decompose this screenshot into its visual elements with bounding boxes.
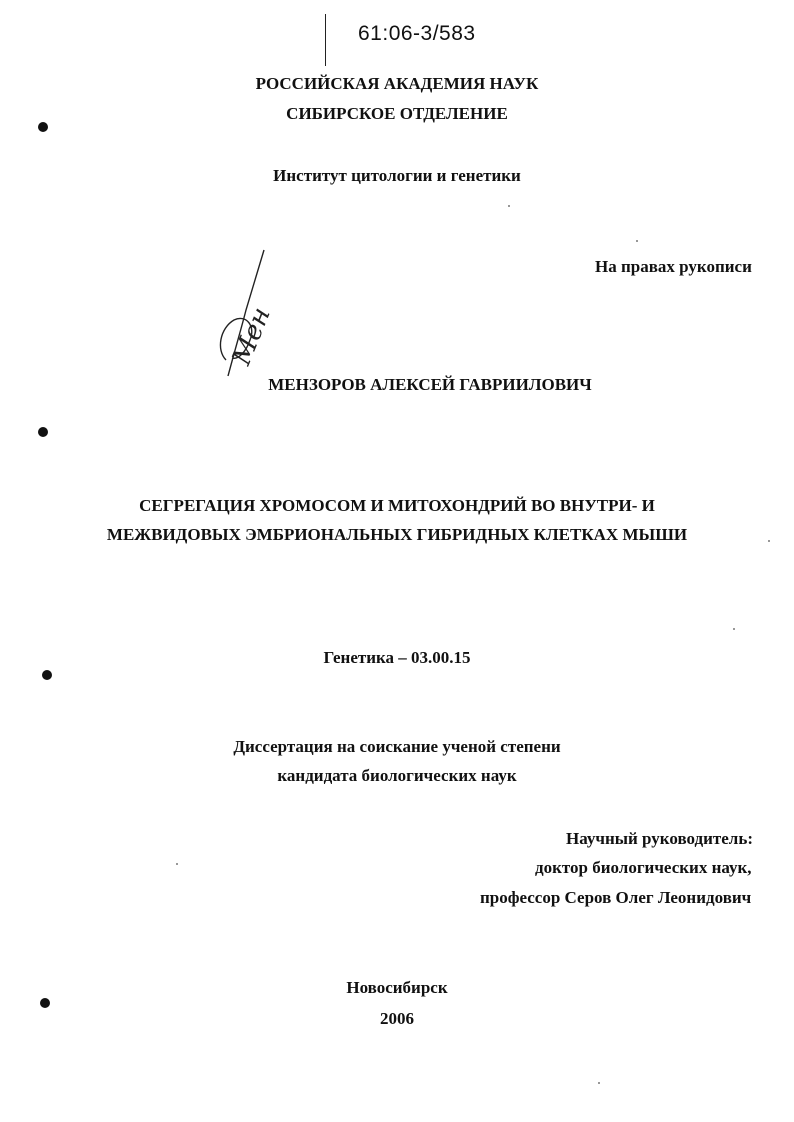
institute-name: Институт цитологии и генетики [273, 166, 521, 185]
scan-speck [508, 205, 510, 207]
author-name: МЕНЗОРОВ АЛЕКСЕЙ ГАВРИИЛОВИЧ [268, 375, 592, 394]
binder-hole-2 [38, 427, 48, 437]
supervisor-label: Научный руководитель: [566, 829, 753, 848]
supervisor-degree: доктор биологических наук, [535, 858, 752, 877]
stamp-divider-line [325, 14, 326, 66]
dissertation-title-line-1: СЕГРЕГАЦИЯ ХРОМОСОМ И МИТОХОНДРИЙ ВО ВНУТРИ- И [139, 496, 655, 515]
signature-text: Мен [226, 303, 277, 370]
scan-speck [598, 1082, 600, 1084]
binder-hole-4 [40, 998, 50, 1008]
scan-speck [636, 240, 638, 242]
binder-hole-3 [42, 670, 52, 680]
degree-line-2: кандидата биологических наук [277, 766, 517, 785]
supervisor-name: профессор Серов Олег Леонидович [480, 888, 752, 907]
scan-speck [176, 863, 178, 865]
author-signature [212, 248, 278, 382]
year: 2006 [380, 1009, 414, 1028]
scan-speck [733, 628, 735, 630]
dissertation-title-line-2: МЕЖВИДОВЫХ ЭМБРИОНАЛЬНЫХ ГИБРИДНЫХ КЛЕТКАХ МЫШИ [106, 525, 688, 544]
specialty: Генетика – 03.00.15 [323, 648, 471, 667]
manuscript-rights: На правах рукописи [595, 257, 752, 276]
place: Новосибирск [346, 978, 448, 997]
branch-name: СИБИРСКОЕ ОТДЕЛЕНИЕ [286, 104, 508, 123]
archive-code: 61:06-3/583 [358, 22, 476, 45]
academy-name: РОССИЙСКАЯ АКАДЕМИЯ НАУК [255, 74, 539, 93]
degree-line-1: Диссертация на соискание ученой степени [233, 737, 561, 756]
